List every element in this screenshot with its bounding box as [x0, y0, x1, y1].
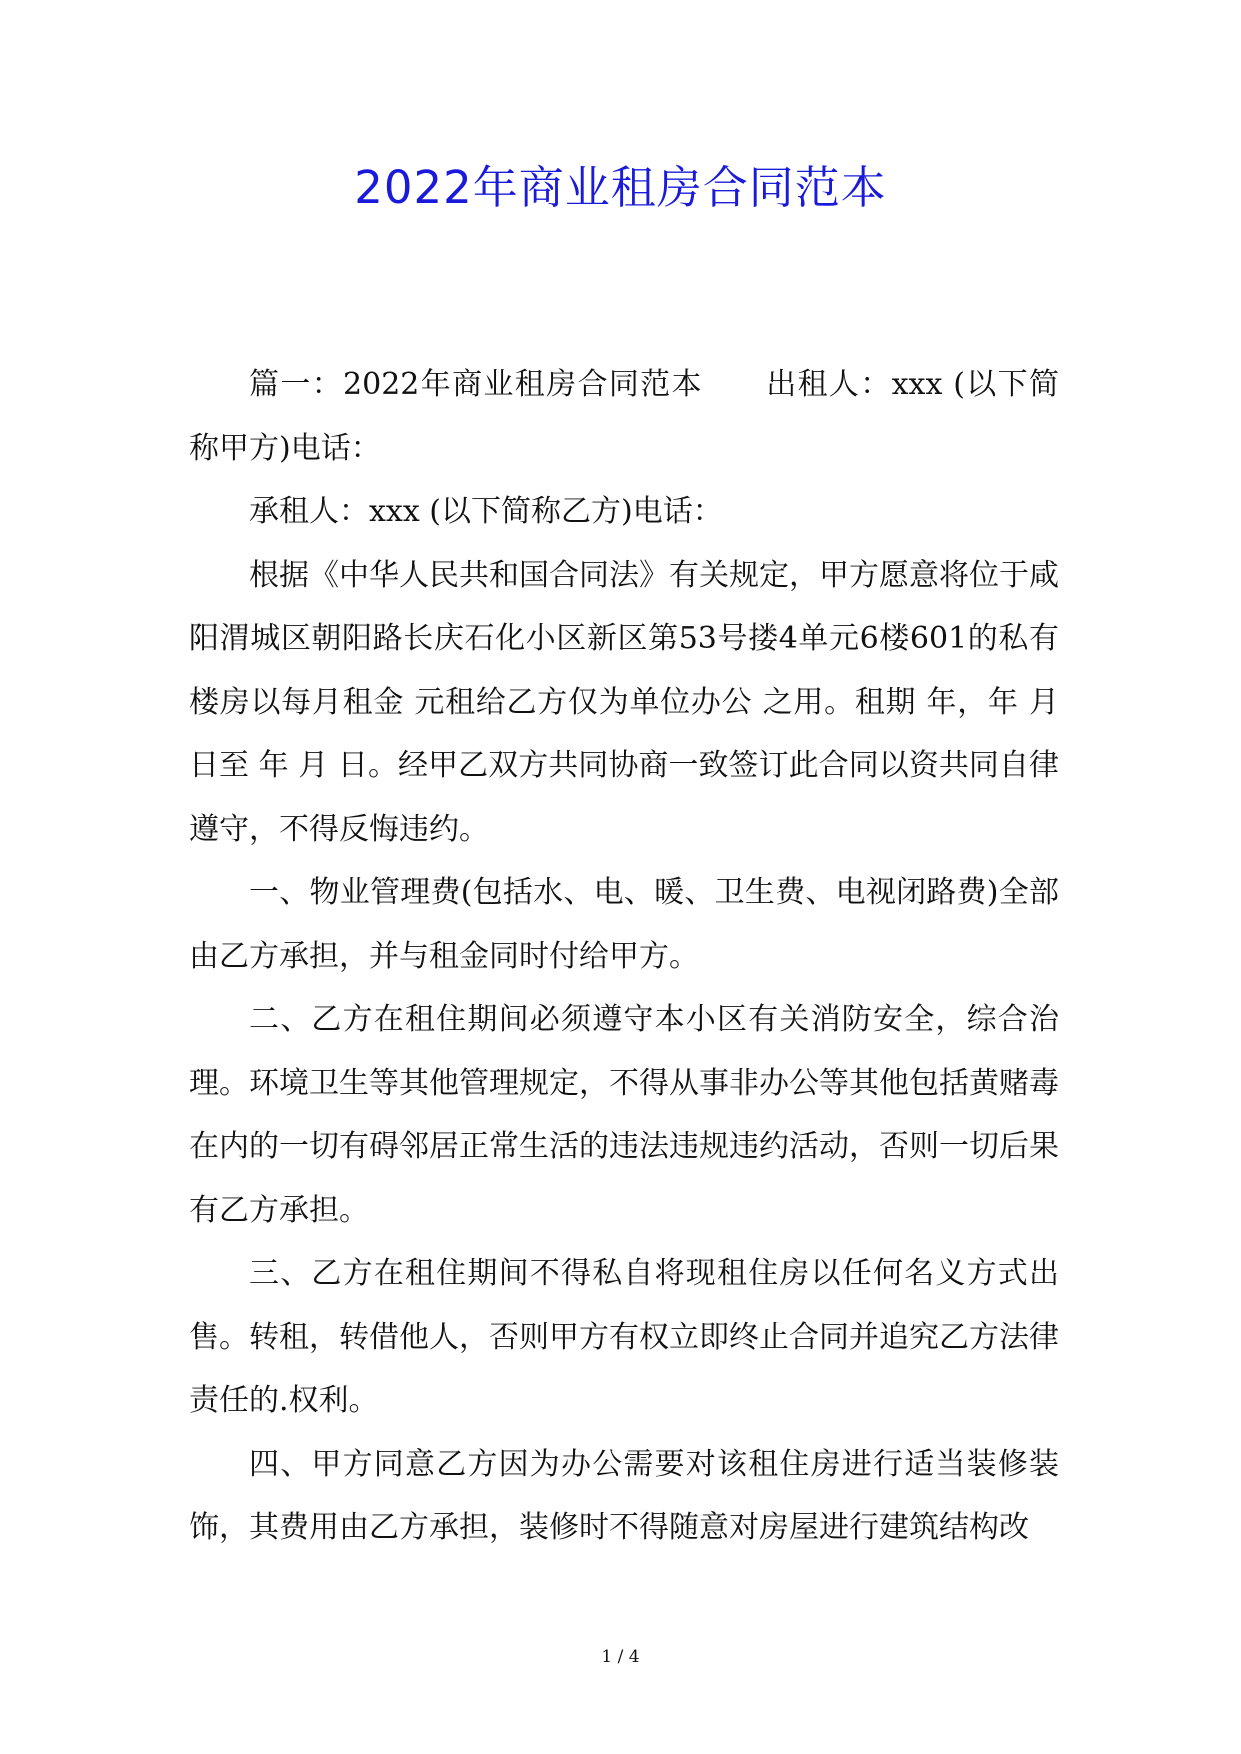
paragraph-lessee: 承租人：xxx (以下简称乙方)电话：: [249, 494, 723, 529]
document-title: 2022年商业租房合同范本: [354, 161, 887, 214]
paragraph-clause-4: 四、甲方同意乙方因为办公需要对该租住房进行适当装修装饰，其费用由乙方承担，装修时不得随意对房屋进行建筑结构改: [189, 1446, 1059, 1545]
paragraph-intro: 根据《中华人民共和国合同法》有关规定，甲方愿意将位于咸阳渭城区朝阳路长庆石化小区新区第53号搂4单元6楼601的私有楼房以每月租金 元租给乙方仅为单位办公 之用。租期 年，年 月 日至 年 月 日。经甲乙双方共同协商一致签订此合同以资共同自律遵守，不得反悔违约。: [189, 557, 1059, 847]
lessor-line: 出租人：xxx (以下简称甲方)电话：: [189, 367, 1059, 466]
page-number: 1 / 4: [601, 1647, 640, 1667]
document-body: [189, 353, 1059, 1560]
section-lead: 篇一：2022年商业租房合同范本: [249, 367, 703, 402]
paragraph-header: [189, 353, 1059, 480]
paragraph-clause-1: 一、物业管理费(包括水、电、暖、卫生费、电视闭路费)全部由乙方承担，并与租金同时付给甲方。: [189, 875, 1059, 974]
paragraph-clause-2: 二、乙方在租住期间必须遵守本小区有关消防安全，综合治理。环境卫生等其他管理规定，不得从事非办公等其他包括黄赌毒在内的一切有碍邻居正常生活的违法违规违约活动，否则一切后果有乙方承担。: [189, 1002, 1059, 1228]
paragraph-clause-3: 三、乙方在租住期间不得私自将现租住房以任何名义方式出售。转租，转借他人，否则甲方有权立即终止合同并追究乙方法律责任的.权利。: [189, 1256, 1059, 1418]
